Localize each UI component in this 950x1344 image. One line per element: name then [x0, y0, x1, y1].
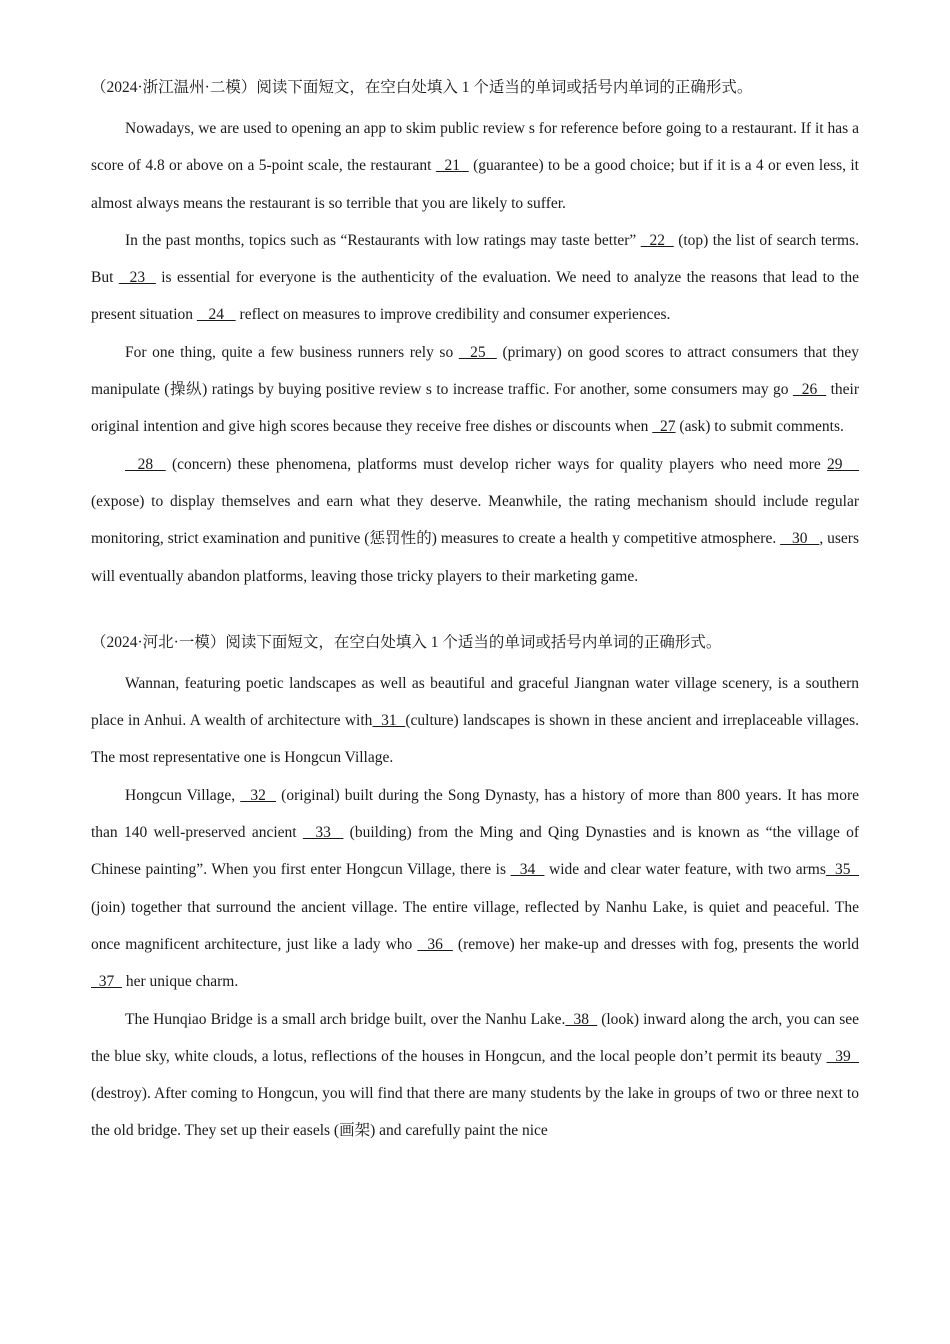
section-divider	[91, 595, 859, 631]
passage-text: (join) together that surround the ancient village. The entire village, reflected by Nanhu Lake, is quiet and peaceful. The once magnificent architecture, just like a lady who	[91, 898, 859, 953]
answer-blank: 29	[827, 455, 860, 473]
passage-text: (concern) these phenomena, platforms must develop richer ways for quality players who need more	[165, 455, 828, 473]
paragraph	[91, 1001, 859, 1150]
section1-instructions: （2024·浙江温州·二模）阅读下面短文，在空白处填入 1 个适当的单词或括号内单词的正确形式。	[91, 79, 753, 96]
passage-text: wide and clear water feature, with two arms	[544, 861, 826, 879]
passage-text: For one thing, quite a few business runners rely so	[125, 343, 459, 361]
answer-blank: 24	[196, 306, 236, 324]
passage-text: (building) from the Ming and Qing Dynasties and is known as “the village of Chinese painting”. When you first enter Hongcun Village, there is	[91, 824, 859, 879]
answer-blank: 32	[240, 786, 277, 804]
answer-blank: 33	[302, 824, 344, 842]
answer-blank: 22	[640, 231, 674, 249]
paragraph	[91, 334, 859, 446]
section2-instructions: （2024·河北·一模）阅读下面短文，在空白处填入 1 个适当的单词或括号内单词的正确形式。	[91, 633, 722, 651]
paragraph	[91, 665, 859, 777]
answer-blank: 37	[91, 973, 122, 991]
passage-text: (expose) to display themselves and earn what they deserve. Meanwhile, the rating mechanism should include regular monitoring, strict examination and punitive (惩罚性的) measures to create a health y competitive atmosphere.	[91, 492, 859, 548]
passage-text: reflect on measures to improve credibility and consumer experiences.	[235, 306, 671, 324]
passage-text: Hongcun Village,	[125, 786, 241, 804]
passage-text: her unique charm.	[122, 973, 239, 991]
answer-blank: 36	[417, 935, 453, 953]
paragraph	[91, 446, 859, 595]
answer-blank: 35	[825, 861, 860, 879]
passage-text: The Hunqiao Bridge is a small arch bridge built, over the Nanhu Lake.	[125, 1010, 566, 1028]
passage-text: (destroy). After coming to Hongcun, you will find that there are many students by the lake in groups of two or three next to the old bridge. They set up their easels (画架) and carefully paint the nice	[91, 1085, 859, 1140]
paragraph	[91, 777, 859, 1001]
passage-text: , users will eventually abandon platforms, leaving those tricky players to their marketing game.	[91, 530, 860, 585]
passage-text: (culture) landscapes is shown in these ancient and irreplaceable villages. The most representative one is Hongcun Village.	[91, 712, 859, 767]
answer-blank: 34	[510, 861, 545, 879]
answer-blank: 38	[565, 1010, 598, 1028]
paragraph	[91, 110, 859, 222]
passage-text: (look) inward along the arch, you can see the blue sky, white clouds, a lotus, reflections of the houses in Hongcun, and the local people don’t permit its beauty	[91, 1010, 860, 1065]
answer-blank: 30	[780, 530, 820, 548]
passage-text: (top) the list of search terms. But	[91, 231, 860, 287]
answer-blank: 28	[125, 455, 166, 473]
answer-blank: 23	[118, 269, 156, 287]
passage-text: (guarantee) to be a good choice; but if it is a 4 or even less, it almost always means the restaurant is so terrible that you are likely to suffer.	[91, 157, 859, 212]
section1-passage	[91, 110, 859, 595]
document-page	[91, 76, 859, 1150]
answer-blank: 39	[826, 1047, 859, 1065]
answer-blank: 21	[435, 157, 469, 175]
answer-blank: 26	[792, 381, 827, 399]
answer-blank: 27	[652, 418, 676, 436]
answer-blank: 25	[458, 343, 497, 361]
passage-text: Nowadays, we are used to opening an app to skim public review s for reference before going to a restaurant. If it has a score of 4.8 or above on a 5-point scale, the restaurant	[91, 120, 859, 175]
passage-text: (primary) on good scores to attract consumers that they manipulate (操纵) ratings by buying positive review s to increase traffic. For another, some consumers may go	[91, 343, 860, 399]
passage-text: (ask) to submit comments.	[675, 418, 844, 436]
passage-text: (remove) her make-up and dresses with fog, presents the world	[452, 935, 859, 953]
passage-text: their original intention and give high scores because they receive free dishes or discounts when	[91, 381, 860, 436]
passage-text: is essential for everyone is the authenticity of the evaluation. We need to analyze the reasons that lead to the present situation	[91, 269, 860, 324]
passage-text: Wannan, featuring poetic landscapes as well as beautiful and graceful Jiangnan water village scenery, is a southern place in Anhui. A wealth of architecture with	[91, 674, 859, 730]
paragraph	[91, 222, 859, 334]
section2-passage	[91, 665, 859, 1150]
passage-text: In the past months, topics such as “Restaurants with low ratings may taste better”	[125, 231, 641, 249]
answer-blank: 31	[372, 712, 406, 730]
passage-text: (original) built during the Song Dynasty, has a history of more than 800 years. It has more than 140 well-preserved ancient	[91, 786, 860, 842]
